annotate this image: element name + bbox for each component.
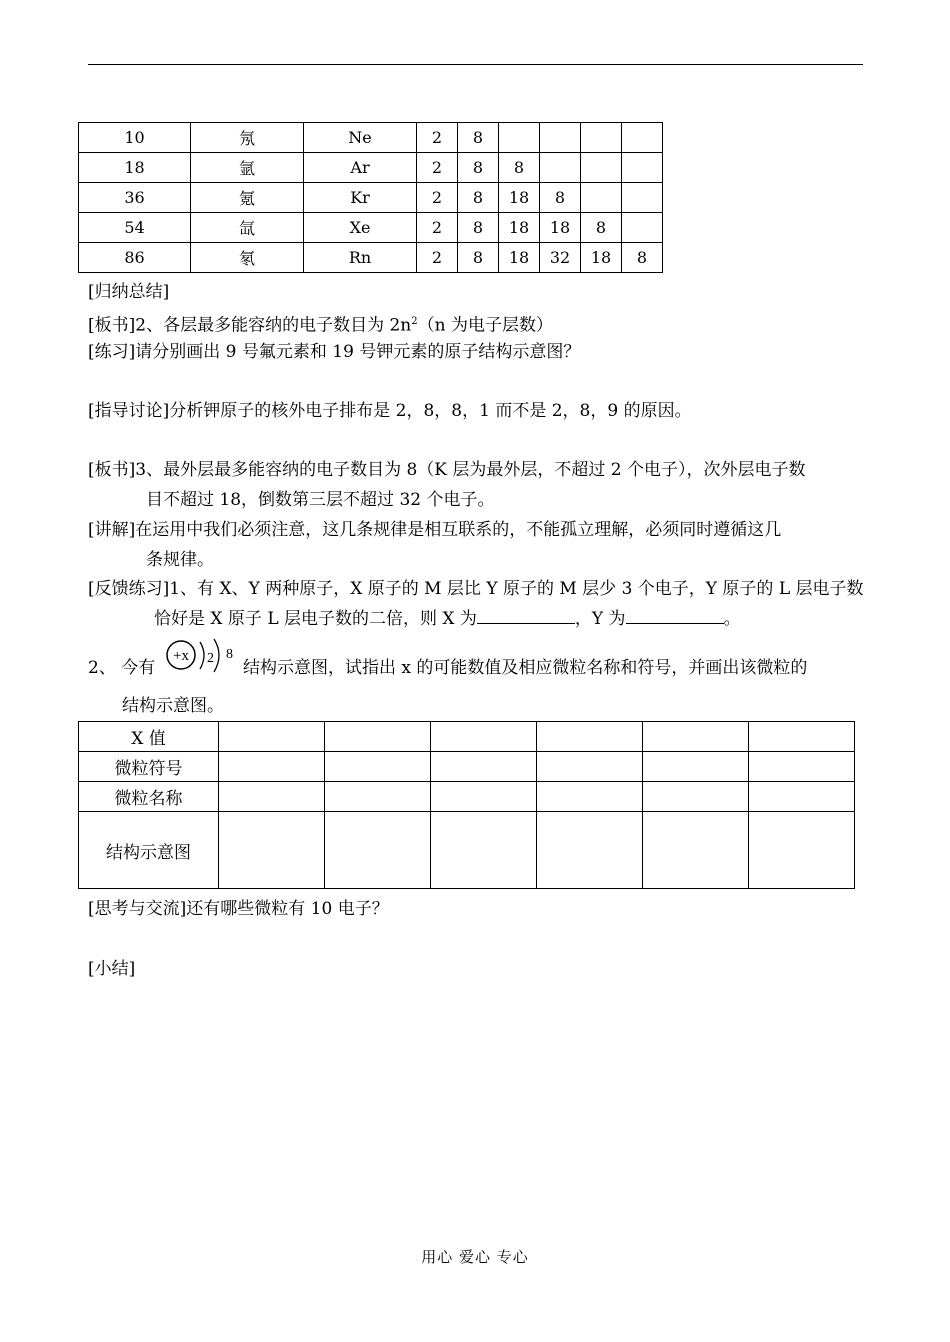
answer-cell[interactable] [325,752,431,782]
shell-arc-1 [200,642,204,669]
element-symbol-cell: Xe [304,213,417,243]
shell-count-cell: 8 [622,243,663,273]
shell-count-cell: 8 [458,183,499,213]
answer-cell[interactable] [219,722,325,752]
element-name-cell: 氖 [191,123,304,153]
answer-blank-y[interactable] [626,609,724,624]
shell-count-cell: 8 [499,153,540,183]
element-name-cell: 氪 [191,183,304,213]
conclusion-heading: [小结] [88,959,136,979]
answer-cell[interactable] [537,782,643,812]
answer-cell[interactable] [749,722,855,752]
answer-blank-x[interactable] [477,609,575,624]
element-symbol-cell: Ar [304,153,417,183]
answer-cell[interactable] [537,722,643,752]
shell-count-cell [622,213,663,243]
shell-1-count: 2 [207,651,214,666]
practice-question: [练习]请分别画出 9 号氟元素和 19 号钾元素的原子结构示意图？ [88,342,581,362]
summary-heading: [归纳总结] [88,282,170,302]
shell-count-cell: 18 [540,213,581,243]
answer-cell[interactable] [537,752,643,782]
feedback-line2-mid: ，Y 为 [574,609,626,629]
shell-count-cell [622,183,663,213]
atomic-number-cell: 86 [79,243,191,273]
atomic-structure-diagram [162,636,240,674]
element-name-cell: 氙 [191,213,304,243]
shell-2-count: 8 [226,647,233,662]
superscript-2: 2 [411,316,418,327]
shell-count-cell [622,153,663,183]
answer-cell[interactable] [325,782,431,812]
shell-count-cell [540,153,581,183]
answer-cell[interactable] [219,812,325,889]
shell-count-cell: 18 [581,243,622,273]
feedback-line2-text: 恰好是 X 原子 L 层电子数的二倍，则 X 为 [154,609,477,629]
answer-cell[interactable] [325,722,431,752]
shell-count-cell: 8 [458,243,499,273]
answer-row-label: X 值 [79,722,219,752]
shell-count-cell: 8 [458,213,499,243]
shell-count-cell: 8 [458,123,499,153]
atomic-number-cell: 54 [79,213,191,243]
answer-cell[interactable] [431,782,537,812]
atomic-number-cell: 10 [79,123,191,153]
answer-cell[interactable] [537,812,643,889]
shell-count-cell: 2 [417,213,458,243]
header-rule [88,64,863,65]
shell-count-cell [581,153,622,183]
shell-count-cell: 2 [417,243,458,273]
feedback-line2 [154,608,741,630]
shell-count-cell: 32 [540,243,581,273]
shell-count-cell [581,123,622,153]
shell-count-cell: 2 [417,153,458,183]
question-2-prefix: 2、 今有 [88,658,156,678]
table-row [79,243,663,273]
shell-count-cell: 8 [581,213,622,243]
shell-count-cell: 2 [417,123,458,153]
element-symbol-cell: Kr [304,183,417,213]
answer-cell[interactable] [643,812,749,889]
shell-count-cell: 8 [458,153,499,183]
think-discuss: [思考与交流]还有哪些微粒有 10 电子？ [88,899,389,919]
answer-row [79,752,855,782]
answer-cell[interactable] [219,752,325,782]
feedback-line2-end: 。 [723,609,741,629]
answer-row-label: 微粒符号 [79,752,219,782]
answer-row-label: 结构示意图 [79,812,219,889]
atomic-number-cell: 36 [79,183,191,213]
answer-cell[interactable] [643,722,749,752]
answer-row [79,812,855,889]
answer-cell[interactable] [749,782,855,812]
answer-cell[interactable] [431,752,537,782]
element-name-cell: 氩 [191,153,304,183]
shell-count-cell: 2 [417,183,458,213]
board-rule-3-line2: 目不超过 18，倒数第三层不超过 32 个电子。 [146,490,495,510]
answer-cell[interactable] [643,752,749,782]
feedback-line1: [反馈练习]1、有 X、Y 两种原子，X 原子的 M 层比 Y 原子的 M 层少 3 个电子，Y 原子的 L 层电子数 [88,579,864,599]
noble-gas-table [78,122,663,273]
table-row [79,213,663,243]
board-rule-2-text: [板书]2、各层最多能容纳的电子数目为 2n [88,315,412,336]
board-rule-2-note: （n 为电子层数） [417,315,553,336]
explanation-line1: [讲解]在运用中我们必须注意，这几条规律是相互联系的，不能孤立理解，必须同时遵循这几 [88,520,782,540]
table-row [79,183,663,213]
question-2-line2: 结构示意图。 [122,696,224,716]
board-rule-3-line1: [板书]3、最外层最多能容纳的电子数目为 8（K 层为最外层，不超过 2 个电子），次外层电子数 [88,460,806,480]
element-symbol-cell: Ne [304,123,417,153]
answer-table [78,721,855,889]
shell-count-cell: 18 [499,243,540,273]
answer-row [79,722,855,752]
answer-cell[interactable] [749,752,855,782]
answer-cell[interactable] [749,812,855,889]
question-2-text: 结构示意图，试指出 x 的可能数值及相应微粒名称和符号，并画出该微粒的 [243,658,808,678]
nucleus-label: +x [173,648,189,664]
table-row [79,123,663,153]
shell-count-cell: 8 [540,183,581,213]
answer-cell[interactable] [431,722,537,752]
explanation-line2: 条规律。 [146,550,214,570]
shell-count-cell [499,123,540,153]
element-name-cell: 氡 [191,243,304,273]
discussion-question: [指导讨论]分析钾原子的核外电子排布是 2，8，8，1 而不是 2，8，9 的原因。 [88,401,692,421]
answer-cell[interactable] [325,812,431,889]
shell-count-cell [622,123,663,153]
page-footer: 用心 爱心 专心 [421,1248,529,1266]
shell-count-cell: 18 [499,213,540,243]
answer-cell[interactable] [431,812,537,889]
element-symbol-cell: Rn [304,243,417,273]
answer-row-label: 微粒名称 [79,782,219,812]
atomic-number-cell: 18 [79,153,191,183]
answer-row [79,782,855,812]
shell-arc-2 [214,639,219,672]
shell-count-cell: 18 [499,183,540,213]
shell-count-cell [581,183,622,213]
answer-cell[interactable] [643,782,749,812]
shell-count-cell [540,123,581,153]
board-rule-2 [88,311,553,337]
answer-cell[interactable] [219,782,325,812]
table-row [79,153,663,183]
